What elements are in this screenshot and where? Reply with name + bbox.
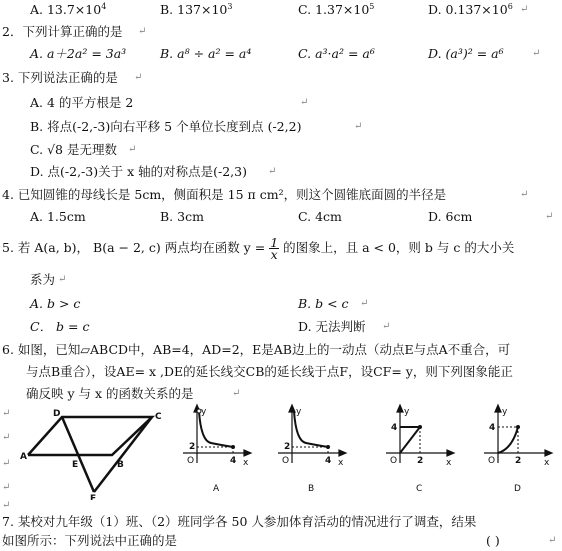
return-mark: ↵ xyxy=(232,388,241,399)
question-stem: 7. 某校对九年级（1）班、（2）班同学各 50 人参加体育活动的情况进行了调查，结果 xyxy=(2,514,477,529)
question-3-option-c-row xyxy=(0,140,562,160)
options-row-0 xyxy=(0,0,562,20)
vertex-label-c: C xyxy=(155,412,162,422)
tick-label: 4 xyxy=(325,456,332,466)
question-3-option-a-row xyxy=(0,93,562,113)
return-mark: ↵ xyxy=(2,432,11,443)
question-3-option-b-row xyxy=(0,117,562,137)
fraction: $\frac{1}{x}$ xyxy=(270,235,279,262)
return-mark: ↵ xyxy=(58,274,67,285)
return-mark: ↵ xyxy=(2,408,11,419)
graph-caption: C xyxy=(416,484,423,494)
vertex-label-d: D xyxy=(53,409,61,419)
axis-label-y: y xyxy=(296,407,302,417)
tick-label: 4 xyxy=(230,456,237,466)
origin-label: O xyxy=(488,456,496,466)
option-a: A. 1.5cm xyxy=(30,209,86,224)
option-a: A. 4 的平方根是 2 xyxy=(30,95,134,110)
return-mark: ↵ xyxy=(134,72,143,83)
axis-label-x: x xyxy=(446,458,452,468)
option-a: A. $13.7\times 10^4$ xyxy=(30,1,107,17)
option-d: D. 点(-2,-3)关于 x 轴的对称点是(-2,3) xyxy=(30,164,247,179)
question-7-line-1 xyxy=(0,512,562,532)
tick-label: 2 xyxy=(417,456,424,466)
axis-label-y: y xyxy=(502,407,508,417)
axis-label-x: x xyxy=(243,458,249,468)
question-6-line-3: 确反映 y 与 x 的函数关系的是 ↵ xyxy=(0,384,562,404)
option-b: B. b < c xyxy=(298,296,349,311)
tick-label: 4 xyxy=(391,423,398,433)
tick-label: 2 xyxy=(189,442,196,452)
origin-label: O xyxy=(390,456,398,466)
option-b: B. $137\times 10^3$ xyxy=(160,1,233,17)
question-stem: 3. 下列说法正确的是 xyxy=(2,70,118,85)
axis-label-x: x xyxy=(544,458,550,468)
question-5-line-2: 系为 ↵ xyxy=(0,270,562,290)
question-2-options xyxy=(0,44,562,64)
question-5-options-cd xyxy=(0,317,562,337)
return-mark: ↵ xyxy=(2,458,11,469)
option-a: A. a＋2a² = 3a³ xyxy=(30,46,127,61)
question-4-options xyxy=(0,207,562,227)
return-mark: ↵ xyxy=(2,482,11,493)
graph-caption: A xyxy=(213,484,220,494)
question-3 xyxy=(0,68,562,88)
graph-option-b xyxy=(270,403,350,498)
point-label-e: E xyxy=(72,460,79,470)
axis-label-y: y xyxy=(404,407,410,417)
return-mark: ↵ xyxy=(382,321,391,332)
question-5-options-ab xyxy=(0,294,562,314)
axis-label-y: y xyxy=(201,407,207,417)
origin-label: O xyxy=(282,456,290,466)
option-b: B. 将点(-2,-3)向右平移 5 个单位长度到点 (-2,2) xyxy=(30,119,302,134)
tick-label: 4 xyxy=(489,423,496,433)
return-mark: ↵ xyxy=(520,4,529,15)
return-mark: ↵ xyxy=(300,97,309,108)
return-mark: ↵ xyxy=(128,144,137,155)
return-mark: ↵ xyxy=(268,166,277,177)
answer-blank: ( ) xyxy=(486,533,500,548)
question-6-line-1 xyxy=(0,340,562,360)
return-mark: ↵ xyxy=(520,189,529,200)
question-2 xyxy=(0,22,562,42)
parallelogram-figure xyxy=(20,405,170,500)
question-5 xyxy=(0,232,562,262)
graph-caption: D xyxy=(514,484,521,494)
option-c: C． b = c xyxy=(30,319,90,334)
option-b: B. 3cm xyxy=(160,209,204,224)
return-mark: ↵ xyxy=(2,500,11,511)
question-stem: 5. 若 A(a, b)， B(a − 2, c) 两点均在函数 y = $\frac{1}{x}$ 的图象上，且 a < 0，则 b 与 c 的大小关 xyxy=(2,235,515,262)
return-mark: ↵ xyxy=(548,535,557,546)
question-stem: 4. 已知圆锥的母线长是 5cm，侧面积是 15 π cm²，则这个圆锥底面圆的半径是 xyxy=(2,187,447,202)
option-d: D. 无法判断 xyxy=(298,319,366,334)
graph-option-c xyxy=(378,403,458,498)
option-c: C. $1.37\times 10^5$ xyxy=(298,1,375,17)
point-label-f: F xyxy=(90,494,97,500)
question-stem: 2．下列计算正确的是 xyxy=(2,24,123,39)
tick-label: 2 xyxy=(515,456,522,466)
origin-label: O xyxy=(187,456,195,466)
question-4 xyxy=(0,185,562,205)
return-mark: ↵ xyxy=(532,48,541,59)
option-d: D. 6cm xyxy=(428,209,473,224)
graph-option-a xyxy=(175,403,255,498)
question-6-line-2: 与点B重合），设AE= x ,DE的延长线交CB的延长线于点F，设CF= y，则下列图象能正 xyxy=(26,364,513,379)
return-mark: ↵ xyxy=(545,211,554,222)
option-d: D. (a³)² = a⁶ xyxy=(428,46,504,61)
option-b: B. a⁸ ÷ a² = a⁴ xyxy=(160,46,252,61)
question-3-option-d-row xyxy=(0,162,562,182)
tick-label: 2 xyxy=(284,442,291,452)
return-mark: ↵ xyxy=(354,121,363,132)
graph-option-d xyxy=(476,403,556,498)
graph-caption: B xyxy=(308,484,315,494)
option-c: C. 4cm xyxy=(298,209,342,224)
return-mark: ↵ xyxy=(138,26,147,37)
question-stem: 6. 如图，已知▱ABCD中，AB=4，AD=2，E是AB边上的一动点（动点E与点A不重合，可 xyxy=(2,342,511,357)
option-c: C. a³·a² = a⁶ xyxy=(298,46,375,61)
option-a: A. b > c xyxy=(30,296,81,311)
return-mark: ↵ xyxy=(360,298,369,309)
axis-label-x: x xyxy=(338,458,344,468)
vertex-label-b: B xyxy=(117,460,124,470)
question-7-line-2: 如图所示：下列说法中正确的是 ( ) ↵ xyxy=(0,531,562,551)
option-c: C. √8 是无理数 xyxy=(30,142,117,157)
vertex-label-a: A xyxy=(20,452,27,462)
option-d: D. $0.137\times 10^6$ xyxy=(428,1,513,17)
